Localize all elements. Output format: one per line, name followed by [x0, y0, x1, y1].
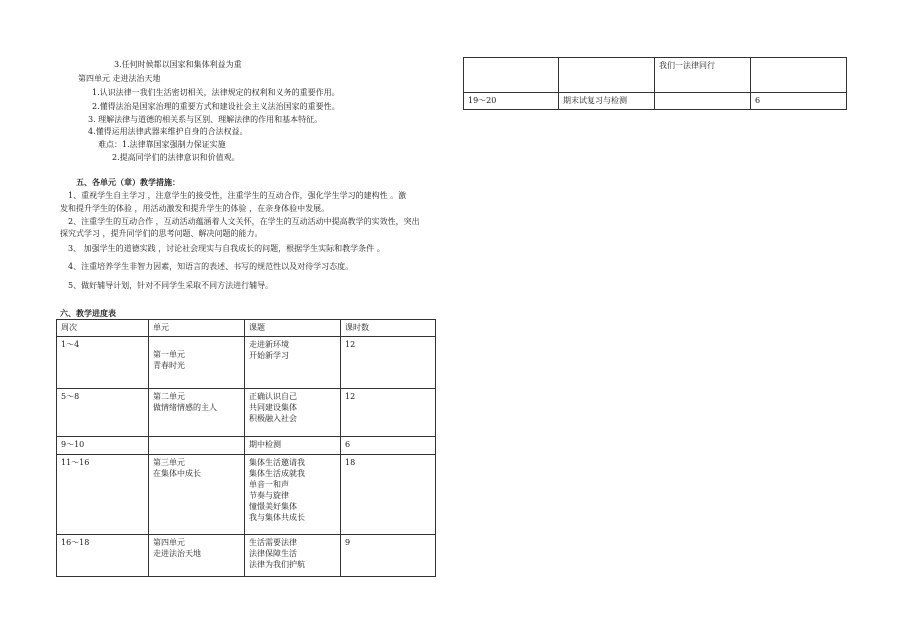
topic-line: 法律为我们护航: [249, 560, 305, 569]
table-row: [57, 535, 436, 577]
week-cell: 11～16: [57, 455, 149, 535]
topic-line: 法律保障生活: [249, 549, 297, 558]
unit-cell: 期末试复习与检测: [559, 93, 655, 110]
unit-line: 第四单元: [153, 538, 185, 547]
table-row: [464, 58, 847, 93]
section5-p3: 3、 加强学生的道德实践 ，讨论社会现实与自我成长的问题，根据学生实际和教学条件 。: [68, 244, 385, 253]
topic-line: 单音一和声: [249, 480, 289, 489]
topic-line: 期中检测: [249, 440, 281, 449]
topic-line: 我与集体共成长: [249, 513, 305, 522]
unit-cell: [149, 337, 245, 389]
header-week: 周次: [57, 320, 149, 337]
unit-cell: [149, 389, 245, 437]
hours-cell: 12: [341, 389, 436, 437]
section5-p4: 4、注重培养学生非智力因素，知语言的表述、书写的规范性以及对待学习态度。: [68, 262, 354, 271]
unit3-item-3: 3.任何时候都以国家和集体利益为重: [114, 60, 242, 69]
table-header-row: [57, 320, 436, 337]
section6-title: 六、教学进度表: [60, 308, 116, 318]
week-cell: 5～8: [57, 389, 149, 437]
topic-cell: [245, 437, 341, 455]
hours-cell: 18: [341, 455, 436, 535]
topic-cell: [245, 455, 341, 535]
header-hours: 课时数: [341, 320, 436, 337]
unit-line: 第二单元: [153, 392, 185, 401]
topic-line: 节奏与旋律: [249, 491, 289, 500]
week-cell: 19～20: [464, 93, 559, 110]
unit-cell: [559, 58, 655, 93]
unit-line: 第一单元: [153, 350, 185, 359]
table-row: [57, 455, 436, 535]
schedule-table-continued: [463, 57, 847, 110]
topic-line: 正确认识自己: [249, 392, 297, 401]
section5-p5: 5、做好辅导计划，针对不同学生采取不同方法进行辅导。: [68, 281, 274, 290]
topic-cell: [655, 93, 751, 110]
topic-line: 开始新学习: [249, 351, 289, 360]
hours-cell: 9: [341, 535, 436, 577]
section5-p1a: 1、重视学生自主学习 ，注意学生的接受性，注重学生的互动合作，强化学生学习的建构性 。激: [68, 191, 407, 200]
topic-line: 积极融入社会: [249, 414, 297, 423]
schedule-table: [56, 319, 436, 577]
table-row: [57, 389, 436, 437]
week-cell: 9～10: [57, 437, 149, 455]
topic-cell: 我们一法律同行: [655, 58, 751, 93]
unit-line: 走进法治天地: [153, 549, 201, 558]
unit4-title: 第四单元 走进法治天地: [78, 74, 161, 83]
topic-line: 集体生活邀请我: [249, 458, 305, 467]
difficulty-2: 2.提高同学们的法律意识和价值观。: [112, 153, 240, 162]
unit4-item-4: 4.懂得运用法律武器来维护自身的合法权益。: [88, 127, 248, 136]
unit-line: 青春时光: [153, 361, 185, 370]
unit-cell: [149, 437, 245, 455]
hours-cell: [751, 58, 847, 93]
difficulty-1: 难点：1.法律靠国家强制力保证实施: [98, 140, 226, 149]
topic-line: 走进新环境: [249, 340, 289, 349]
topic-cell: [245, 389, 341, 437]
hours-cell: 6: [751, 93, 847, 110]
hours-cell: 12: [341, 337, 436, 389]
unit4-item-3: 3. 理解法律与道德的相关系与区别、理解法律的作用和基本特征。: [88, 115, 323, 124]
hours-cell: 6: [341, 437, 436, 455]
section5-title: 五、各单元（章）教学措施：: [76, 177, 180, 187]
table-row: [464, 93, 847, 110]
unit-cell: [149, 455, 245, 535]
week-cell: [464, 58, 559, 93]
section5-p2b: 探究式学习 ，提升同学们的思考问题、解决问题的能力。: [60, 229, 263, 238]
header-topic: 课题: [245, 320, 341, 337]
table-row: [57, 337, 436, 389]
unit-line: 第三单元: [153, 458, 185, 467]
topic-line: 集体生活成就我: [249, 469, 305, 478]
topic-line: 憧憬美好集体: [249, 502, 297, 511]
unit-line: 在集体中成长: [153, 469, 201, 478]
table-row: [57, 437, 436, 455]
topic-line: 共同建设集体: [249, 403, 297, 412]
unit4-item-2: 2.懂得法治是国家治理的重要方式和建设社会主义法治国家的重要性。: [92, 102, 340, 111]
week-cell: 16～18: [57, 535, 149, 577]
header-unit: 单元: [149, 320, 245, 337]
unit4-item-1: 1.认识法律一我们生活密切相关，法律规定的权利和义务的重要作用。: [92, 88, 340, 97]
unit-cell: [149, 535, 245, 577]
section5-p2a: 2、注重学生的互动合作 ，互动活动蕴涵着人文关怀，在学生的互动活动中提高教学的实效性，突出: [68, 217, 420, 226]
unit-line: 做情绪情感的主人: [153, 403, 217, 412]
week-cell: 1～4: [57, 337, 149, 389]
topic-line: 生活需要法律: [249, 538, 297, 547]
section5-p1b: 发和提升学生的体验 ，用活动激发和提升学生的体验 ，在亲身体验中发展。: [60, 204, 330, 213]
topic-cell: [245, 535, 341, 577]
topic-cell: [245, 337, 341, 389]
